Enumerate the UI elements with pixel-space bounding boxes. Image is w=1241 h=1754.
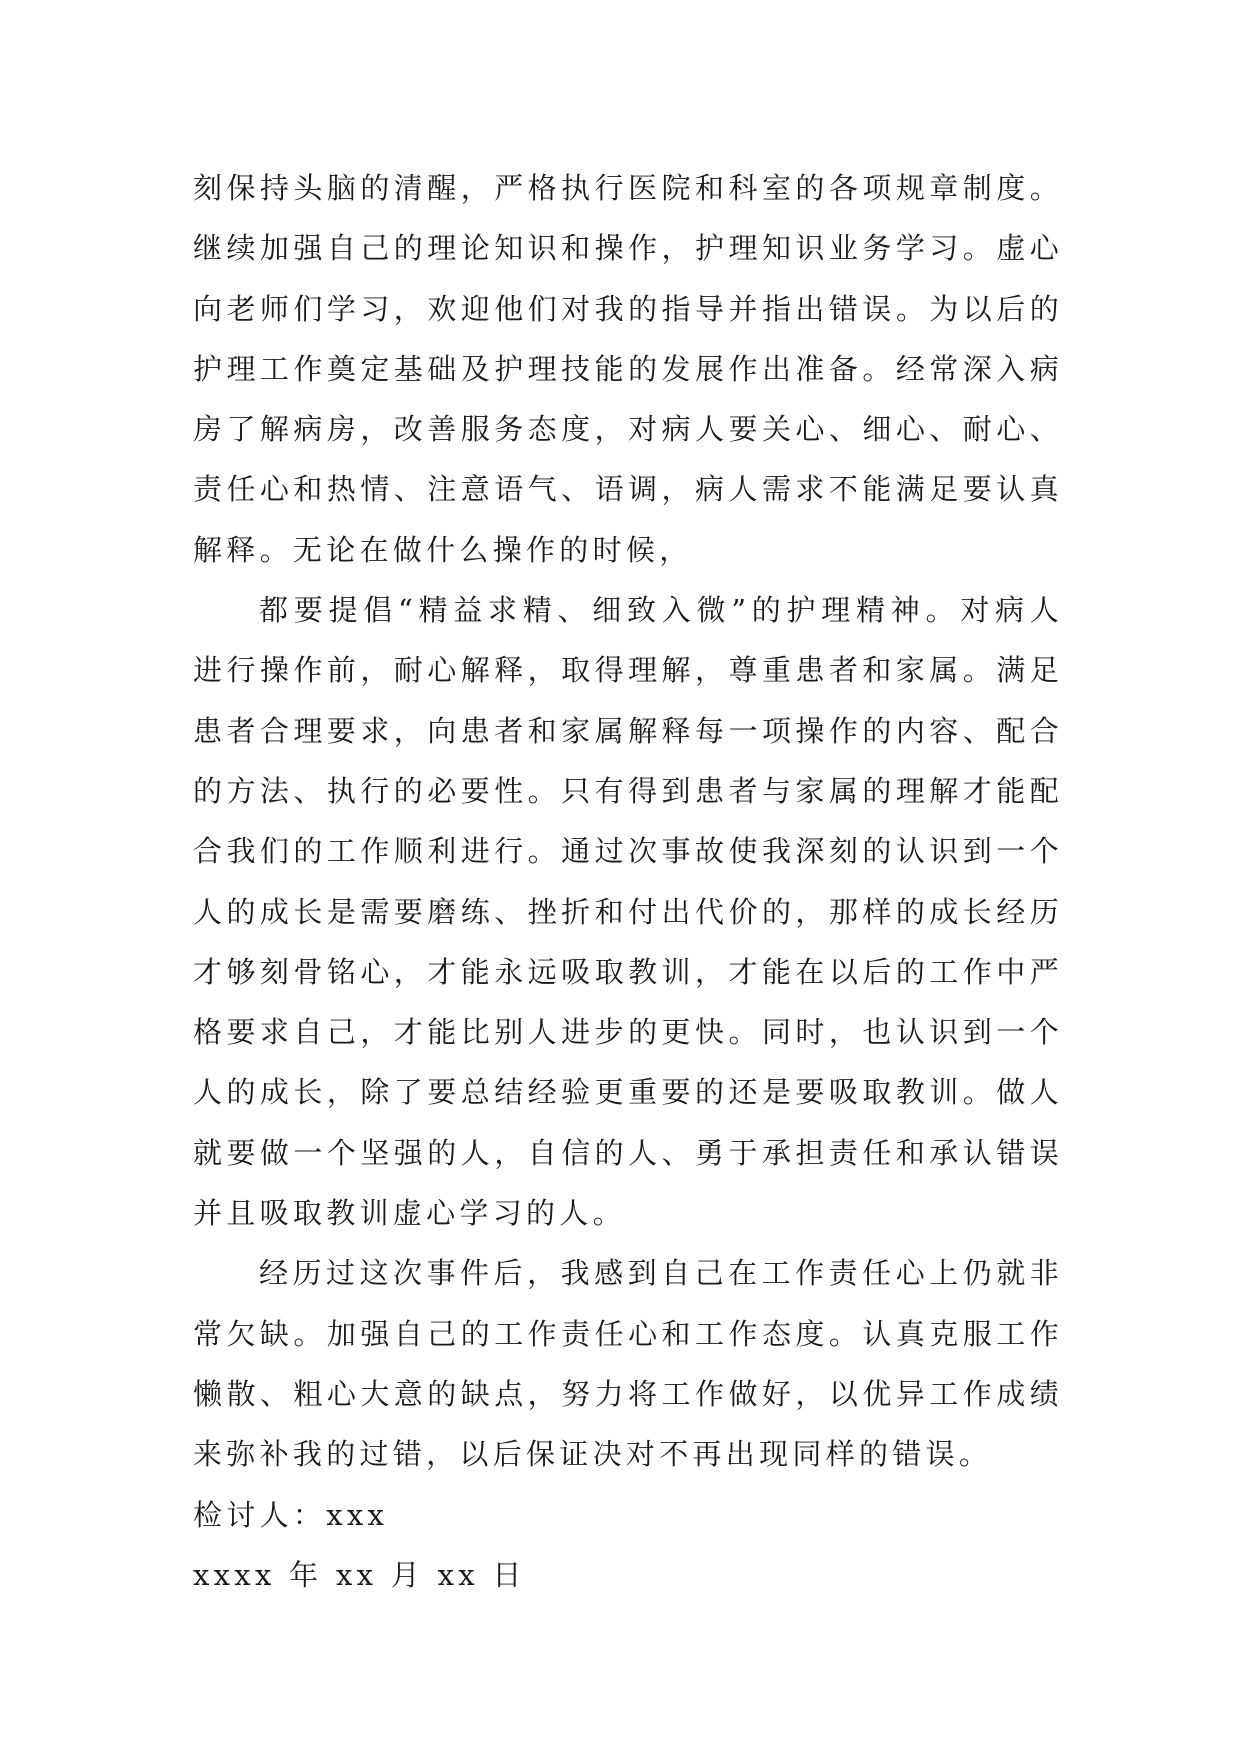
paragraph-nursing-spirit: 都要提倡“精益求精、细致入微”的护理精神。对病人进行操作前，耐心解释，取得理解，尊重患者和家属。满足患者合理要求，向患者和家属解释每一项操作的内容、配合的方法、执行的必要性。只有得到患者与家属的理解才能配合我们的工作顺利进行。通过次事故使我深刻的认识到一个人的成长是需要磨练、挫折和付出代价的，那样的成长经历才够刻骨铭心，才能永远吸取教训，才能在以后的工作中严格要求自己，才能比别人进步的更快。同时，也认识到一个人的成长，除了要总结经验更重要的还是要吸取教训。做人就要做一个坚强的人，自信的人、勇于承担责任和承认错误并且吸取教训虚心学习的人。	[193, 593, 1063, 1231]
document-body	[193, 158, 1063, 1605]
paragraph-conclusion: 经历过这次事件后，我感到自己在工作责任心上仍就非常欠缺。加强自己的工作责任心和工作态度。认真克服工作懒散、粗心大意的缺点，努力将工作做好，以优异工作成绩来弥补我的过错，以后保证决对不再出现同样的错误。	[193, 1256, 1063, 1472]
signature-reviewer: 检讨人：xxx	[193, 1497, 389, 1532]
signature-date: xxxx 年 xx 月 xx 日	[193, 1557, 526, 1592]
paragraph-continuation: 刻保持头脑的清醒，严格执行医院和科室的各项规章制度。继续加强自己的理论知识和操作，护理知识业务学习。虚心向老师们学习，欢迎他们对我的指导并指出错误。为以后的护理工作奠定基础及护理技能的发展作出准备。经常深入病房了解病房，改善服务态度，对病人要关心、细心、耐心、责任心和热情、注意语气、语调，病人需求不能满足要认真解释。无论在做什么操作的时候，	[193, 171, 1063, 567]
